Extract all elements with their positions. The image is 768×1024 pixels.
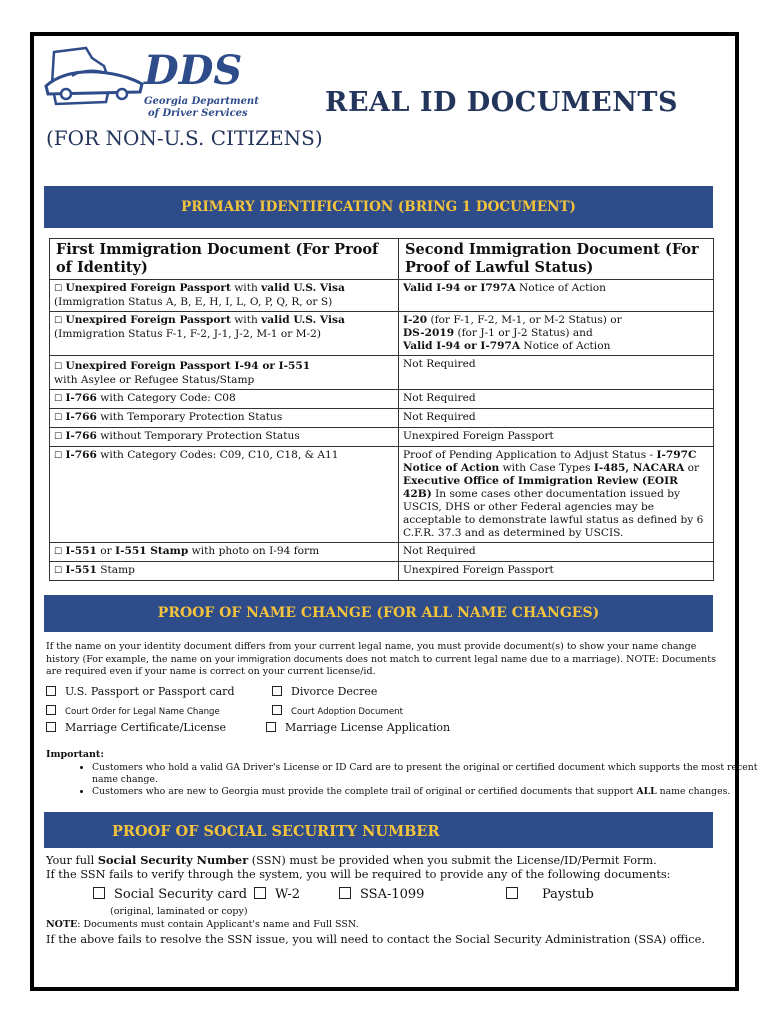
name-change-intro: If the name on your identity document differs from your current legal name, you must provide document(s) to show your name change history (For example, the name on your immigration documents does not match to current legal name due to a marriage). NOTE: Documents are required even if your name is correct on your current license/id.	[46, 641, 716, 677]
checkbox-icon[interactable]	[254, 887, 266, 899]
name-change-heading: PROOF OF NAME CHANGE (FOR ALL NAME CHANGES)	[44, 595, 713, 632]
checkbox-icon[interactable]: ☐	[54, 394, 63, 404]
checkbox-icon[interactable]: ☐	[54, 316, 63, 326]
ssn-fallback: If the SSN fails to verify through the system, you will be required to provide any of the following documents:	[46, 868, 671, 881]
immigration-documents-table	[49, 238, 714, 581]
checkbox-icon[interactable]	[266, 722, 276, 732]
checkbox-icon[interactable]	[46, 722, 56, 732]
option-marriage-license-application[interactable]: Marriage License Application	[266, 721, 450, 734]
checkbox-icon[interactable]: ☐	[54, 432, 63, 442]
georgia-car-icon	[44, 44, 284, 124]
checkbox-icon[interactable]: ☐	[54, 362, 63, 372]
table-row: ☐ I-766 with Category Codes: C09, C10, C18, & A11 Proof of Pending Application to Adjust Status - I-797C Notice of Action with Case Types I-485, NACARA or Executive Office of Immigration Review (EOIR 42B) In some cases other documentation issued by USCIS, DHS or other Federal agencies may be acceptable to demonstrate lawful status as defined by 6 C.F.R. 37.3 and as determined by USCIS.	[50, 447, 714, 543]
option-social-security-card[interactable]: Social Security card	[93, 887, 247, 902]
option-w2[interactable]: W-2	[254, 887, 300, 902]
table-header-row	[50, 239, 714, 280]
ssn-requirement: Your full Social Security Number (SSN) must be provided when you submit the License/ID/Permit Form.	[46, 853, 657, 867]
svg-text:Georgia Department: Georgia Department	[144, 96, 259, 107]
ssn-heading: PROOF OF SOCIAL SECURITY NUMBER	[44, 812, 713, 848]
table-row: ☐ I-766 with Category Code: C08 Not Required	[50, 390, 714, 409]
checkbox-icon[interactable]	[272, 686, 282, 696]
checkbox-icon[interactable]	[46, 686, 56, 696]
option-divorce-decree[interactable]: Divorce Decree	[272, 685, 377, 698]
checkbox-icon[interactable]: ☐	[54, 566, 63, 576]
list-item: • Customers who hold a valid GA Driver's License or ID Card are to present the original or certified document which supports the most recent name change.	[92, 762, 762, 785]
column-header-first-document: First Immigration Document (For Proof of Identity)	[50, 239, 399, 280]
table-row: ☐ I-551 or I-551 Stamp with photo on I-94 form Not Required	[50, 543, 714, 562]
option-ssa-1099[interactable]: SSA-1099	[339, 887, 424, 902]
dds-logo	[44, 44, 284, 124]
option-paystub[interactable]: Paystub	[506, 887, 594, 902]
option-court-order[interactable]: Court Order for Legal Name Change	[46, 705, 220, 717]
checkbox-icon[interactable]: ☐	[54, 451, 63, 461]
important-label: Important:	[46, 749, 104, 760]
checkbox-icon[interactable]	[93, 887, 105, 899]
option-us-passport[interactable]: U.S. Passport or Passport card	[46, 685, 234, 698]
table-row: ☐ Unexpired Foreign Passport I-94 or I-551 with Asylee or Refugee Status/Stamp Not Required	[50, 356, 714, 390]
table-row: ☐ Unexpired Foreign Passport with valid U.S. Visa (Immigration Status F-1, F-2, J-1, J-2, M-1 or M-2) I-20 (for F-1, F-2, M-1, or M-2 Status) or DS-2019 (for J-1 or J-2 Status) and Valid I-94 or I-797A Notice of Action	[50, 312, 714, 356]
table-row: ☐ I-766 with Temporary Protection Status Not Required	[50, 409, 714, 428]
checkbox-icon[interactable]: ☐	[54, 547, 63, 557]
table-row: ☐ I-766 without Temporary Protection Status Unexpired Foreign Passport	[50, 428, 714, 447]
checkbox-icon[interactable]	[46, 705, 56, 715]
checkbox-icon[interactable]	[272, 705, 282, 715]
table-row: ☐ I-551 Stamp Unexpired Foreign Passport	[50, 562, 714, 581]
column-header-second-document: Second Immigration Document (For Proof of Lawful Status)	[399, 239, 714, 280]
svg-text:of Driver Services: of Driver Services	[148, 108, 248, 119]
table-row: ☐ Unexpired Foreign Passport with valid U.S. Visa (Immigration Status A, B, E, H, I, L, O, P, Q, R, or S) Valid I-94 or I797A Notice of Action	[50, 280, 714, 312]
checkbox-icon[interactable]	[506, 887, 518, 899]
page-title: REAL ID DOCUMENTS	[325, 87, 679, 118]
important-list	[46, 762, 762, 799]
checkbox-icon[interactable]: ☐	[54, 284, 63, 294]
list-item: • Customers who are new to Georgia must provide the complete trail of original or certified documents that support ALL name changes.	[92, 786, 762, 798]
ssn-note: NOTE: Documents must contain Applicant's name and Full SSN.	[46, 919, 359, 930]
svg-text:DDS: DDS	[144, 47, 243, 94]
primary-id-heading: PRIMARY IDENTIFICATION (BRING 1 DOCUMENT)	[44, 186, 713, 228]
page-subtitle: (FOR NON-U.S. CITIZENS)	[46, 126, 323, 150]
checkbox-icon[interactable]	[339, 887, 351, 899]
option-court-adoption[interactable]: Court Adoption Document	[272, 705, 403, 717]
checkbox-icon[interactable]: ☐	[54, 413, 63, 423]
ssn-final-instruction: If the above fails to resolve the SSN issue, you will need to contact the Social Security Administration (SSA) office.	[46, 933, 705, 946]
option-marriage-certificate[interactable]: Marriage Certificate/License	[46, 721, 226, 734]
ssn-card-note: (original, laminated or copy)	[110, 906, 248, 917]
